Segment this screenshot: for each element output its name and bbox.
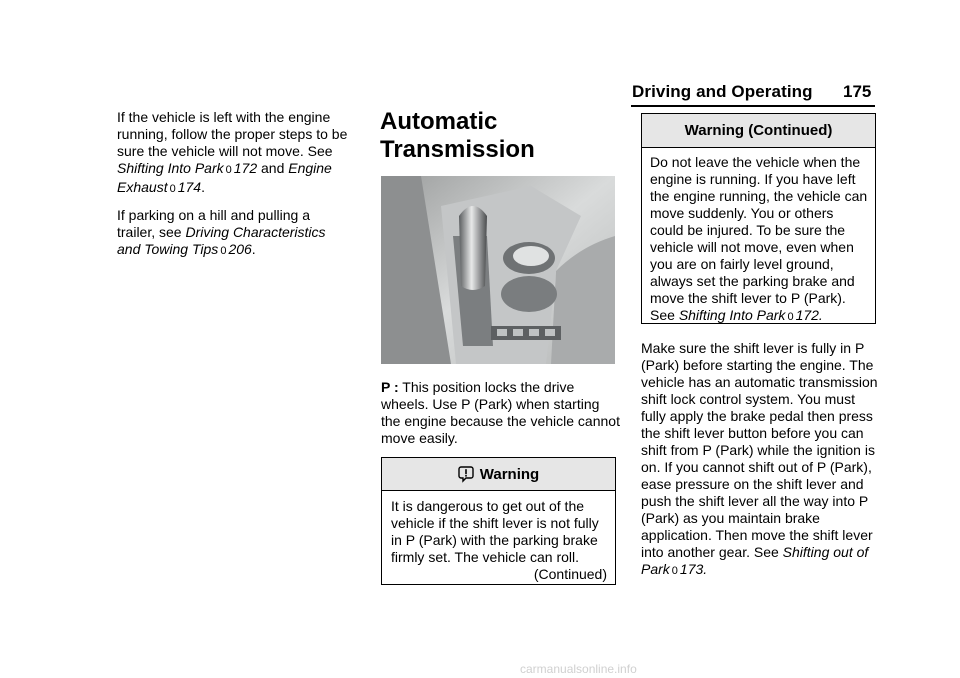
page-ref-172[interactable]: 172: [795, 307, 819, 323]
warning-icon: [458, 465, 474, 483]
center-console-illustration: [381, 176, 615, 364]
xref-icon: 0: [787, 311, 794, 323]
xref-icon: 0: [671, 565, 678, 577]
page-number: 175: [843, 82, 872, 101]
running-header-section: Driving and Operating: [632, 82, 813, 101]
link-engine-exhaust[interactable]: Engine Exhaust: [117, 160, 332, 195]
park-label: P :: [381, 379, 399, 395]
xref-icon: 0: [225, 164, 232, 176]
warning-continued-header: Warning (Continued): [642, 114, 875, 148]
shift-lock-paragraph: Make sure the shift lever is fully in P (Park) before starting the engine. The vehicle has an automatic transmission shift lock control system. You must fully apply the brake pedal then press the shift lever button before you can shift from P (Park) while the ignition is on. If you cannot shift out of P (Park), ease pressure on the shift lever and push the shift lever all the way into P (Park) as you maintain brake application. Then move the shift lever into another gear. See Shifting out of Park 0 173.: [641, 340, 878, 577]
watermark: carmanualsonline.info: [520, 662, 637, 676]
header-rule: [631, 105, 875, 107]
xref-icon: 0: [220, 245, 227, 257]
left-column: [117, 109, 352, 269]
page-ref-172[interactable]: 172: [233, 160, 258, 176]
section-title: Automatic Transmission: [380, 108, 535, 163]
link-shifting-into-park[interactable]: Shifting Into Park: [117, 160, 224, 176]
warning-continued-box: [641, 113, 876, 324]
warning-header: Warning: [382, 458, 615, 491]
paragraph-park-steps: If the vehicle is left with the engine running, follow the proper steps to be sure the vehicle will not move. See Shifting Into Park 0 172 and Engine Exhaust 0 174.: [117, 109, 348, 195]
link-driving-characteristics[interactable]: Driving Characteristics and Towing Tips: [117, 224, 326, 257]
page-ref-174[interactable]: 174: [177, 179, 202, 195]
page-ref-173[interactable]: 173: [679, 561, 704, 577]
link-shifting-out-of-park[interactable]: Shifting out of Park: [641, 544, 869, 577]
xref-icon: 0: [169, 183, 176, 195]
continued-note: (Continued): [533, 566, 607, 582]
page-ref-206[interactable]: 206: [228, 241, 252, 257]
warning-continued-body: Do not leave the vehicle when the engine is running. If you have left the engine running, the vehicle can move suddenly. You or others could be injured. To be sure the vehicle will not move, even when you are on fairly level ground, always set the parking brake and move the shift lever to P (Park). See Shifting Into Park 0 172.: [650, 154, 868, 323]
park-description: P : This position locks the drive wheels. Use P (Park) when starting the engine because the vehicle cannot move easily.: [381, 379, 620, 446]
paragraph-hill-trailer: If parking on a hill and pulling a trailer, see Driving Characteristics and Towing Tips 0 206.: [117, 207, 326, 257]
warning-body: It is dangerous to get out of the vehicle if the shift lever is not fully in P (Park) with the parking brake firmly set. The vehicle can roll.: [391, 498, 599, 565]
link-shifting-into-park[interactable]: Shifting Into Park: [678, 307, 786, 323]
shift-lever-photo: [381, 176, 615, 364]
warning-box: [381, 457, 616, 585]
